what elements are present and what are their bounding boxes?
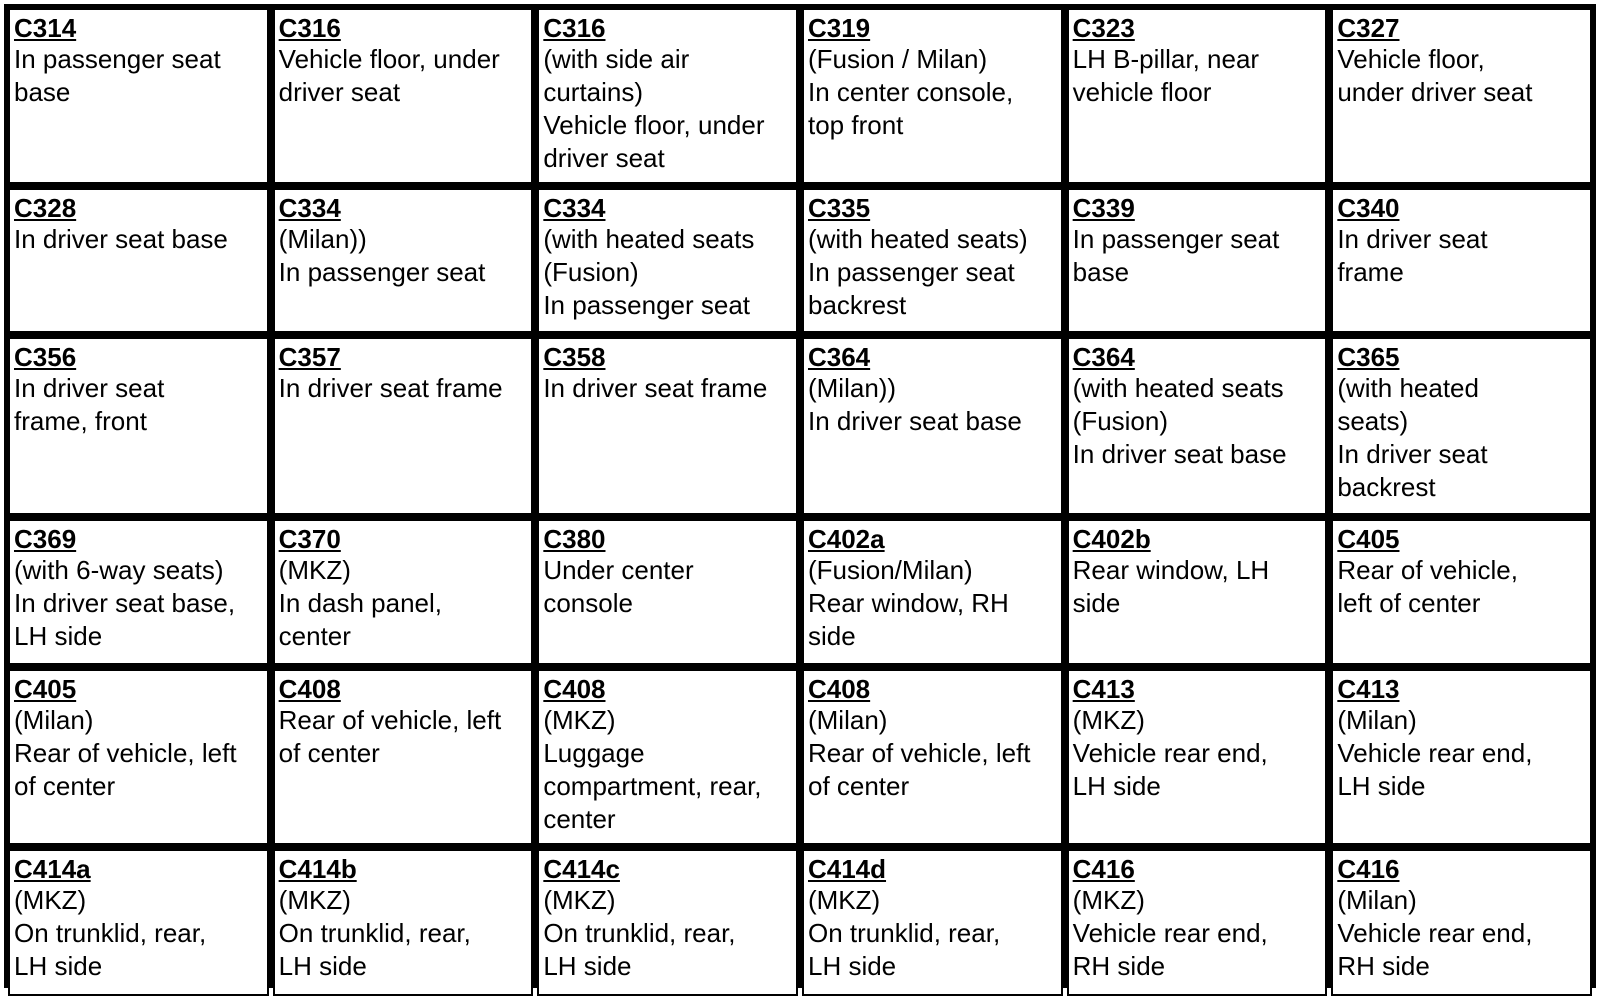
connector-code-link[interactable]: C334 xyxy=(543,193,606,223)
connector-location-text: In driver seat xyxy=(14,373,165,403)
connector-location-text: Luggage xyxy=(543,738,645,768)
connector-location-text: center xyxy=(278,621,351,651)
connector-location-text: Vehicle rear end, xyxy=(1072,738,1268,768)
connector-location-text: (with heated seats xyxy=(1072,373,1284,403)
connector-location-text: center xyxy=(543,804,616,834)
connector-cell xyxy=(537,519,798,665)
connector-location-text: Under center xyxy=(543,555,694,585)
connector-code-link[interactable]: C369 xyxy=(14,524,77,554)
connector-location-text: On trunklid, rear, xyxy=(14,918,207,948)
connector-location-text: (with heated seats) xyxy=(807,224,1028,254)
connector-location-text: In driver seat frame xyxy=(278,373,503,403)
connector-location-text: (MKZ) xyxy=(543,885,616,915)
connector-code-link[interactable]: C402b xyxy=(1072,524,1151,554)
connector-location-text: (with 6-way seats) xyxy=(14,555,224,585)
connector-location-text: of center xyxy=(807,771,910,801)
connector-cell xyxy=(8,849,269,996)
connector-cell xyxy=(537,188,798,333)
connector-location-text: frame xyxy=(1337,257,1404,287)
connector-location-text: In driver seat frame xyxy=(543,373,768,403)
connector-cell xyxy=(537,8,798,184)
connector-cell xyxy=(1331,8,1592,184)
connector-cell xyxy=(1331,519,1592,665)
connector-location-text: (with heated seats xyxy=(543,224,755,254)
connector-code-link[interactable]: C335 xyxy=(807,193,871,223)
connector-location-text: In driver seat base xyxy=(14,224,228,254)
connector-cell xyxy=(273,669,534,845)
connector-location-text: In passenger seat xyxy=(14,44,221,74)
connector-code-link[interactable]: C365 xyxy=(1337,342,1400,372)
connector-code-link[interactable]: C316 xyxy=(278,13,341,43)
connector-location-text: In passenger seat xyxy=(543,290,751,320)
connector-location-text: left of center xyxy=(1337,588,1481,618)
connector-location-table xyxy=(4,4,1596,988)
connector-code-link[interactable]: C408 xyxy=(807,674,871,704)
connector-cell xyxy=(1331,188,1592,333)
connector-cell xyxy=(802,669,1063,845)
connector-cell xyxy=(1067,8,1328,184)
connector-cell xyxy=(1067,188,1328,333)
connector-location-text: backrest xyxy=(1337,472,1436,502)
connector-cell xyxy=(1331,669,1592,845)
connector-location-text: LH side xyxy=(1337,771,1426,801)
connector-code-link[interactable]: C414c xyxy=(543,854,620,884)
connector-location-text: side xyxy=(1072,588,1121,618)
connector-location-text: vehicle floor xyxy=(1072,77,1212,107)
connector-location-text: compartment, rear, xyxy=(543,771,762,801)
connector-location-text: (Fusion / Milan) xyxy=(807,44,988,74)
connector-location-text: under driver seat xyxy=(1337,77,1533,107)
connector-location-text: (Fusion/Milan) xyxy=(807,555,973,585)
connector-code-link[interactable]: C414b xyxy=(278,854,357,884)
connector-code-link[interactable]: C339 xyxy=(1072,193,1135,223)
connector-location-text: In passenger seat xyxy=(807,257,1015,287)
connector-location-text: LH side xyxy=(807,951,897,981)
connector-code-link[interactable]: C370 xyxy=(278,524,341,554)
connector-location-text: RH side xyxy=(1072,951,1166,981)
connector-location-text: On trunklid, rear, xyxy=(278,918,471,948)
connector-location-text: LH side xyxy=(14,621,103,651)
connector-code-link[interactable]: C414d xyxy=(807,854,887,884)
connector-location-text: In dash panel, xyxy=(278,588,443,618)
connector-location-text: Rear of vehicle, left xyxy=(278,705,502,735)
connector-code-link[interactable]: C413 xyxy=(1072,674,1135,704)
connector-code-link[interactable]: C356 xyxy=(14,342,77,372)
connector-location-text: In driver seat base xyxy=(1072,439,1287,469)
connector-location-text: driver seat xyxy=(278,77,401,107)
connector-location-text: Rear of vehicle, xyxy=(1337,555,1518,585)
connector-cell xyxy=(802,188,1063,333)
connector-cell xyxy=(273,849,534,996)
connector-location-text: RH side xyxy=(1337,951,1430,981)
connector-location-text: side xyxy=(807,621,856,651)
connector-location-text: Rear window, RH xyxy=(807,588,1009,618)
connector-cell xyxy=(1331,849,1592,996)
connector-location-text: Vehicle rear end, xyxy=(1072,918,1268,948)
connector-location-text: backrest xyxy=(807,290,907,320)
connector-location-text: LH side xyxy=(14,951,103,981)
connector-location-text: LH side xyxy=(543,951,632,981)
connector-location-text: (Fusion) xyxy=(543,257,639,287)
connector-location-text: (with heated xyxy=(1337,373,1479,403)
connector-location-text: (MKZ) xyxy=(1072,705,1145,735)
connector-code-link[interactable]: C380 xyxy=(543,524,606,554)
connector-cell xyxy=(273,8,534,184)
connector-location-text: LH side xyxy=(278,951,367,981)
connector-cell xyxy=(8,188,269,333)
connector-location-text: of center xyxy=(278,738,380,768)
connector-cell xyxy=(537,849,798,996)
connector-code-link[interactable]: C340 xyxy=(1337,193,1400,223)
connector-code-link[interactable]: C413 xyxy=(1337,674,1400,704)
connector-cell xyxy=(1067,337,1328,515)
connector-cell xyxy=(8,669,269,845)
connector-location-text: LH side xyxy=(1072,771,1161,801)
connector-location-text: (MKZ) xyxy=(14,885,87,915)
connector-cell xyxy=(537,337,798,515)
connector-cell xyxy=(1067,519,1328,665)
connector-location-text: Vehicle rear end, xyxy=(1337,918,1533,948)
connector-location-text: On trunklid, rear, xyxy=(807,918,1001,948)
connector-code-link[interactable]: C314 xyxy=(14,13,77,43)
connector-cell xyxy=(8,337,269,515)
connector-location-text: (Milan) xyxy=(14,705,94,735)
connector-location-text: of center xyxy=(14,771,116,801)
connector-location-text: In driver seat xyxy=(1337,439,1488,469)
connector-code-link[interactable]: C316 xyxy=(543,13,606,43)
connector-location-text: (Fusion) xyxy=(1072,406,1169,436)
connector-location-text: (MKZ) xyxy=(1072,885,1145,915)
connector-location-text: console xyxy=(543,588,633,618)
connector-code-link[interactable]: C405 xyxy=(14,674,77,704)
connector-code-link[interactable]: C357 xyxy=(278,342,341,372)
connector-cell xyxy=(537,669,798,845)
connector-code-link[interactable]: C414a xyxy=(14,854,91,884)
connector-location-text: Rear of vehicle, left xyxy=(14,738,237,768)
connector-location-text: (Milan)) xyxy=(278,224,367,254)
connector-cell xyxy=(8,519,269,665)
connector-location-text: (Milan) xyxy=(1337,885,1417,915)
connector-location-text: In driver seat base xyxy=(807,406,1022,436)
connector-location-text: (MKZ) xyxy=(807,885,881,915)
connector-location-text: (MKZ) xyxy=(278,555,351,585)
connector-location-text: (MKZ) xyxy=(278,885,351,915)
connector-location-text: seats) xyxy=(1337,406,1409,436)
connector-code-link[interactable]: C408 xyxy=(278,674,341,704)
connector-code-link[interactable]: C405 xyxy=(1337,524,1400,554)
connector-location-text: In passenger seat xyxy=(1072,224,1280,254)
connector-location-text: Rear window, LH xyxy=(1072,555,1270,585)
connector-location-text: Vehicle floor, under xyxy=(543,110,765,140)
connector-cell xyxy=(273,337,534,515)
connector-cell xyxy=(1067,669,1328,845)
connector-code-link[interactable]: C364 xyxy=(807,342,871,372)
connector-location-text: In passenger seat xyxy=(278,257,486,287)
connector-location-text: driver seat xyxy=(543,143,665,173)
connector-cell xyxy=(8,8,269,184)
connector-cell xyxy=(1067,849,1328,996)
connector-cell xyxy=(802,337,1063,515)
connector-cell xyxy=(802,8,1063,184)
connector-location-text: Vehicle rear end, xyxy=(1337,738,1533,768)
connector-location-text: (Milan)) xyxy=(807,373,897,403)
connector-location-text: Vehicle floor, xyxy=(1337,44,1485,74)
connector-location-text: (Milan) xyxy=(807,705,888,735)
connector-cell xyxy=(802,849,1063,996)
connector-cell xyxy=(273,519,534,665)
connector-location-text: (Milan) xyxy=(1337,705,1417,735)
connector-location-text: frame, front xyxy=(14,406,147,436)
connector-code-link[interactable]: C334 xyxy=(278,193,341,223)
connector-location-text: LH B-pillar, near xyxy=(1072,44,1260,74)
connector-location-text: base xyxy=(1072,257,1130,287)
connector-code-link[interactable]: C416 xyxy=(1337,854,1400,884)
connector-code-link[interactable]: C319 xyxy=(807,13,871,43)
connector-code-link[interactable]: C328 xyxy=(14,193,77,223)
connector-location-text: (MKZ) xyxy=(543,705,616,735)
connector-location-text: curtains) xyxy=(543,77,644,107)
connector-location-text: base xyxy=(14,77,71,107)
connector-code-link[interactable]: C402a xyxy=(807,524,885,554)
connector-location-text: top front xyxy=(807,110,904,140)
connector-code-link[interactable]: C327 xyxy=(1337,13,1400,43)
connector-location-text: In center console, xyxy=(807,77,1014,107)
connector-code-link[interactable]: C408 xyxy=(543,674,606,704)
connector-location-text: Vehicle floor, under xyxy=(278,44,500,74)
connector-code-link[interactable]: C323 xyxy=(1072,13,1135,43)
connector-cell xyxy=(802,519,1063,665)
connector-location-text: On trunklid, rear, xyxy=(543,918,736,948)
connector-cell xyxy=(1331,337,1592,515)
connector-code-link[interactable]: C364 xyxy=(1072,342,1135,372)
connector-location-text: Rear of vehicle, left xyxy=(807,738,1031,768)
connector-location-text: In driver seat xyxy=(1337,224,1488,254)
connector-location-text: (with side air xyxy=(543,44,690,74)
connector-cell xyxy=(273,188,534,333)
connector-code-link[interactable]: C416 xyxy=(1072,854,1135,884)
connector-location-text: In driver seat base, xyxy=(14,588,236,618)
connector-code-link[interactable]: C358 xyxy=(543,342,606,372)
